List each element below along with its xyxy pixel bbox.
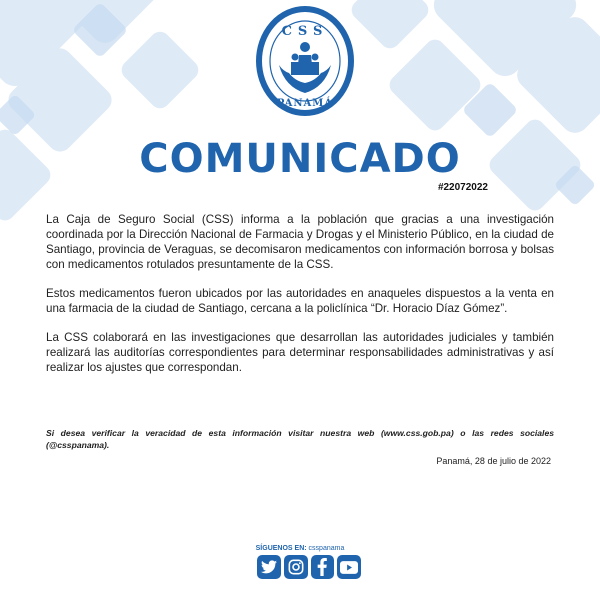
social-icons xyxy=(257,555,361,579)
facebook-icon[interactable] xyxy=(311,555,335,579)
communique-number: #22072022 xyxy=(437,182,488,193)
instagram-icon[interactable] xyxy=(284,555,308,579)
paragraph-3: La CSS colaborará en las investigaciones que desarrollan las autoridades judiciales y también realizará las auditorías correspondientes para determinar responsabilidades administrativas y así realizar los ajustes que correspondan. xyxy=(46,331,554,374)
social-handle: csspanama xyxy=(308,545,345,552)
page-title: COMUNICADO xyxy=(139,136,461,182)
follow-label: SÍGUENOS EN: xyxy=(255,545,307,552)
youtube-icon[interactable] xyxy=(337,555,361,579)
follow-us-label xyxy=(0,545,600,552)
date-line: Panamá, 28 de julio de 2022 xyxy=(436,456,551,466)
verification-note: Si desea verificar la veracidad de esta información visitar nuestra web (www.css.gob.pa) o las redes sociales (@csspanama). xyxy=(46,428,554,450)
logo-bottom-text: PANAMÁ xyxy=(276,98,334,109)
css-logo xyxy=(255,5,355,117)
communique-body xyxy=(46,212,554,389)
paragraph-2: Estos medicamentos fueron ubicados por las autoridades en anaqueles dispuestos a la venta en una farmacia de la ciudad de Santiago, cercana a la policlínica “Dr. Horacio Díaz Gómez”. xyxy=(46,287,554,315)
twitter-icon[interactable] xyxy=(257,555,281,579)
paragraph-1: La Caja de Seguro Social (CSS) informa a la población que gracias a una investigación coordinada por la Dirección Nacional de Farmacia y Drogas y el Ministerio Público, en la ciudad de Santiago, provincia de Veraguas, se decomisaron medicamentos con información borrosa y bolsas con medicamentos rotulados presuntamente de la CSS. xyxy=(46,213,554,271)
logo-top-text: CSS xyxy=(281,24,329,39)
